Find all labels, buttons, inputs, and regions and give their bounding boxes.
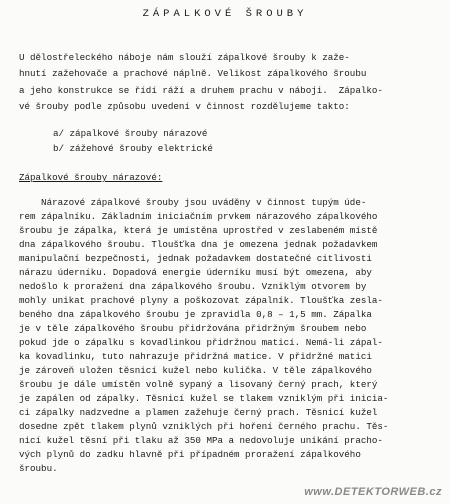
intro-line: hnutí zažehovače a prachové náplně. Velikost zápalkového šroubu: [19, 68, 367, 79]
body-line: mohly unikat prachové plyny a poškozovat zápalník. Tloušťka zesla-: [19, 295, 383, 306]
body-line: šroubu.: [19, 463, 58, 474]
body-line: rem zápalníku. Základním iniciačním prvkem nárazového zápalkového: [19, 211, 378, 222]
list-item: a/ zápalkové šrouby nárazové: [53, 128, 208, 139]
page-title: ZÁPALKOVÉ ŠROUBY: [142, 8, 308, 20]
body-line: manipulační bezpečnosti, jednak požadavkem dostatečné citlivosti: [19, 253, 372, 264]
body-line: je v těle zápalkového šroubu přidržována přidržným šroubem nebo: [19, 323, 367, 334]
body-line: dna zápalkového šroubu. Tloušťka dna je omezena jednak požadavkem: [19, 239, 378, 250]
body-line: dosedne zpět tlakem plynů vzniklých při hoření černého prachu. Těs-: [19, 421, 389, 432]
body-line: nicí kužel těsní při tlaku až 350 MPa a nedovoluje unikání pracho-: [19, 435, 383, 446]
body-line: beného dna zápalkového šroubu je zpravidla 0,8 – 1,5 mm. Zápalka: [19, 309, 372, 320]
body-line: šroubu je dále umístěn volně sypaný a lisovaný černý prach, který: [19, 379, 378, 390]
body-line: nedošlo k proražení dna zápalkového šroubu. Vzniklým otvorem by: [19, 281, 367, 292]
watermark: www.DETEKTORWEB.cz: [304, 486, 442, 498]
intro-line: U dělostřeleckého náboje nám slouží zápalkové šrouby k zaže-: [19, 52, 350, 63]
body-line: ka kovadlinku, tuto nahrazuje přidržná matice. V přidržné matici: [19, 351, 372, 362]
body-line: vých plynů do zadku hlavně při případném proražení zápalkového: [19, 449, 361, 460]
body-line: Nárazové zápalkové šrouby jsou uváděny v činnost tupým úde-: [19, 197, 367, 208]
body-line: pokud jde o zápalku s kovadlinkou přidržnou maticí. Nemá-li zápal-: [19, 337, 383, 348]
body-line: ci zápalky nadzvedne a plamen zažehuje černý prach. Těsnicí kužel: [19, 407, 378, 418]
body-line: nárazu úderníku. Dopadová energie úderníku musí být omezena, aby: [19, 267, 372, 278]
body-line: je zároveň uložen těsnicí kužel nebo kulička. V těle zápalkového: [19, 365, 372, 376]
intro-line: vé šrouby podle způsobu uvedení v činnost rozdělujeme takto:: [19, 101, 350, 112]
section-heading: Zápalkové šrouby nárazové:: [19, 172, 163, 183]
intro-line: a jeho konstrukce se řídí ráží a druhem prachu v náboji. Zápalko-: [19, 85, 383, 96]
body-line: je zapálen od zápalky. Těsnicí kužel se tlakem vzniklým při inicia-: [19, 393, 389, 404]
body-line: šroubu je zápalka, která je umístěna uprostřed v zeslabeném místě: [19, 225, 378, 236]
list-item: b/ zážehové šrouby elektrické: [53, 143, 213, 154]
